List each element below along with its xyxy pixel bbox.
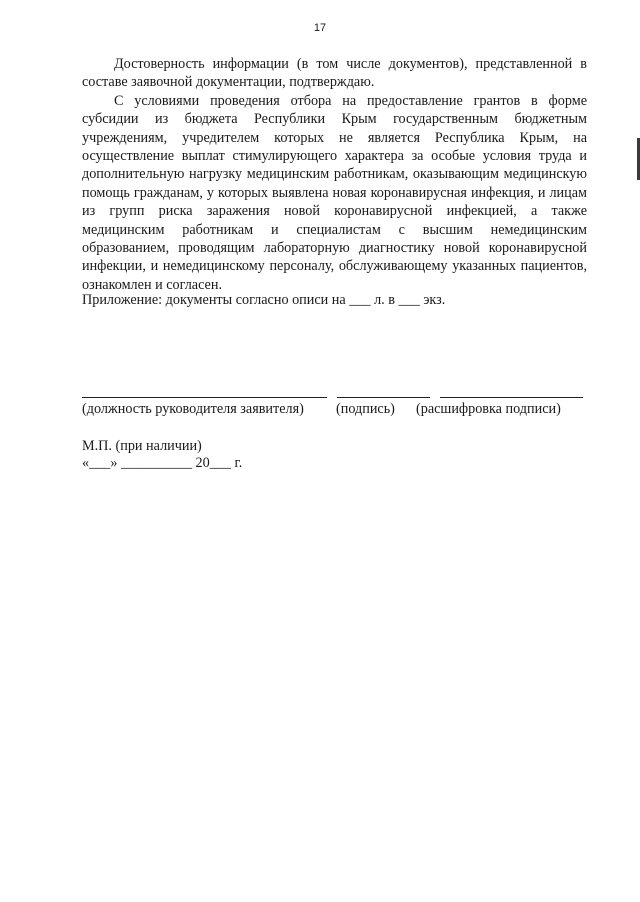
decoding-signature-line <box>440 397 583 398</box>
decoding-label: (расшифровка подписи) <box>416 401 561 417</box>
confirmation-paragraph: Достоверность информации (в том числе документов), представленной в составе заявочной документации, подтверждаю. <box>82 56 587 91</box>
document-body <box>82 55 587 294</box>
conditions-paragraph: С условиями проведения отбора на предоставление грантов в форме субсидии из бюджета Республики Крым государственным бюджетным учреждениям, учредителем которых не является Республика Крым, на осуществление выплат стимулирующего характера за особые условия труда и дополнительную нагрузку медицинским работникам, оказывающим медицинскую помощь гражданам, у которых выявлена новая коронавирусная инфекция, и лицам из групп риска заражения новой коронавирусной инфекцией, а также медицинским работникам и специалистам с высшим немедицинским образованием, проводящим лабораторную диагностику новой коронавирусной инфекции, и немедицинскому персоналу, обслуживающему указанных пациентов, ознакомлен и согласен. <box>82 92 587 293</box>
signature-line <box>337 397 430 398</box>
date-line: «___» __________ 20___ г. <box>82 455 243 471</box>
page-number: 17 <box>313 22 327 34</box>
position-label: (должность руководителя заявителя) <box>82 401 304 417</box>
signature-label: (подпись) <box>336 401 395 417</box>
attachment-line: Приложение: документы согласно описи на ___ л. в ___ экз. <box>82 292 446 308</box>
stamp-label: М.П. (при наличии) <box>82 438 202 454</box>
position-signature-line <box>82 397 327 398</box>
